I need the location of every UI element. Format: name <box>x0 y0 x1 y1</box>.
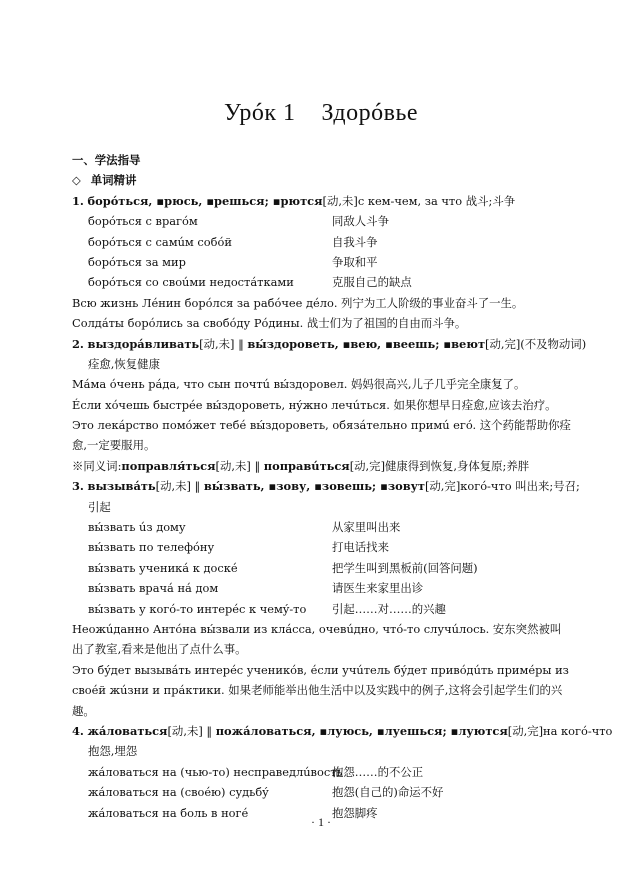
entry-3-pair: вы́звать у когó-то интерéс к чемý-то 引起……对……的兴趣 <box>88 601 446 616</box>
entry-4-meaning: 抱怨,埋怨 <box>88 744 138 759</box>
entry-1-pair: борóться с самúм собóй 自我斗争 <box>88 234 378 249</box>
example-sentence: Солдáты борóлись за свобóду Рóдины. 战士们为了祖国的自由而斗争。 <box>72 316 467 331</box>
example-sentence: Мáма óчень рáда, что сын почтú вы́здоровел. 妈妈很高兴,儿子几乎完全康复了。 <box>72 377 526 392</box>
entry-4-pair: жáловаться на (чью-то) несправедлúвость 抱怨……的不公正 <box>88 764 424 779</box>
entry-4-head: 4. жáловаться[动,未] ‖ пожáловаться, ▪луюсь, ▪луешься; ▪луются[动,完]на когó-что <box>72 724 613 739</box>
entry-2-meaning: 痊愈,恢复健康 <box>88 356 160 371</box>
entry-2-head: 2. выздорáвливать[动,未] ‖ вы́здороветь, ▪вею, ▪веешь; ▪веют[动,完](不及物动词) <box>72 336 587 351</box>
synonym-line: ※同义词:поправля́ться[动,未] ‖ поправúться[动,完]健康得到恢复,身体复原;养胖 <box>72 458 530 473</box>
example-sentence: Всю жизнь Лéнин борóлся за рабóчее дéло. 列宁为工人阶级的事业奋斗了一生。 <box>72 295 524 310</box>
entry-4-pair: жáловаться на (своéю) судьбý 抱怨(自己的)命运不好 <box>88 785 444 800</box>
entry-3-pair: вы́звать ученикá к доскé 把学生叫到黑板前(回答问题) <box>88 560 478 575</box>
lesson-topic: Здорóвье <box>321 100 419 126</box>
entry-3-head: 3. вызывáть[动,未] ‖ вы́звать, ▪зову, ▪зовешь; ▪зовут[动,完]когó-что 叫出来;号召; <box>72 479 580 494</box>
example-sentence: Неожúданно Антóна вы́звали из клáсса, очевúдно, чтó-то случúлось. 安东突然被叫出了教室,看来是他出了点什么事。 <box>72 622 562 657</box>
example-sentence: Это бýдет вызывáть интерéс ученикóв, éсли учúтель бýдет привóдúть примéры из своéй жúзни и прáктики. 如果老师能举出他生活中以及实践中的例子,这将会引起学生们的兴趣。 <box>72 662 569 718</box>
entry-3-pair: вы́звать по телефóну 打电话找来 <box>88 540 389 555</box>
subsection-heading: ◇ 单词精讲 <box>72 173 137 188</box>
example-sentence: Это лекáрство помóжет тебé вы́здороветь, обязáтельно примú егó. 这个药能帮助你痊愈,一定要服用。 <box>72 418 571 453</box>
page-number: · 1 · <box>311 815 331 829</box>
entry-3-pair: вы́звать úз дому 从家里叫出来 <box>88 520 401 535</box>
example-sentence: Éсли хóчешь быстрéе вы́здороветь, нýжно лечúться. 如果你想早日痊愈,应该去治疗。 <box>72 397 557 412</box>
diamond-icon: ◇ <box>72 173 81 188</box>
lesson-number: Урóк 1 <box>223 100 296 126</box>
entry-1-pair: борóться за мир 争取和平 <box>88 254 378 269</box>
lesson-title <box>0 100 642 127</box>
section-heading: 一、学法指导 <box>72 153 141 167</box>
entry-1-pair: борóться со своúми недостáтками 克服自己的缺点 <box>88 275 412 290</box>
entry-1-pair: борóться с врагóм 同敌人斗争 <box>88 214 389 229</box>
entry-3-meaning: 引起 <box>88 499 111 514</box>
entry-4-pair: жáловаться на боль в ногé 抱怨脚疼 <box>88 805 378 820</box>
lesson-body <box>72 150 613 823</box>
entry-1-head: 1. борóться, ▪рюсь, ▪решься; ▪рются[动,未]с кем-чем, за что 战斗;斗争 <box>72 193 516 208</box>
entry-3-pair: вы́звать врачá нá дом 请医生来家里出诊 <box>88 581 424 596</box>
